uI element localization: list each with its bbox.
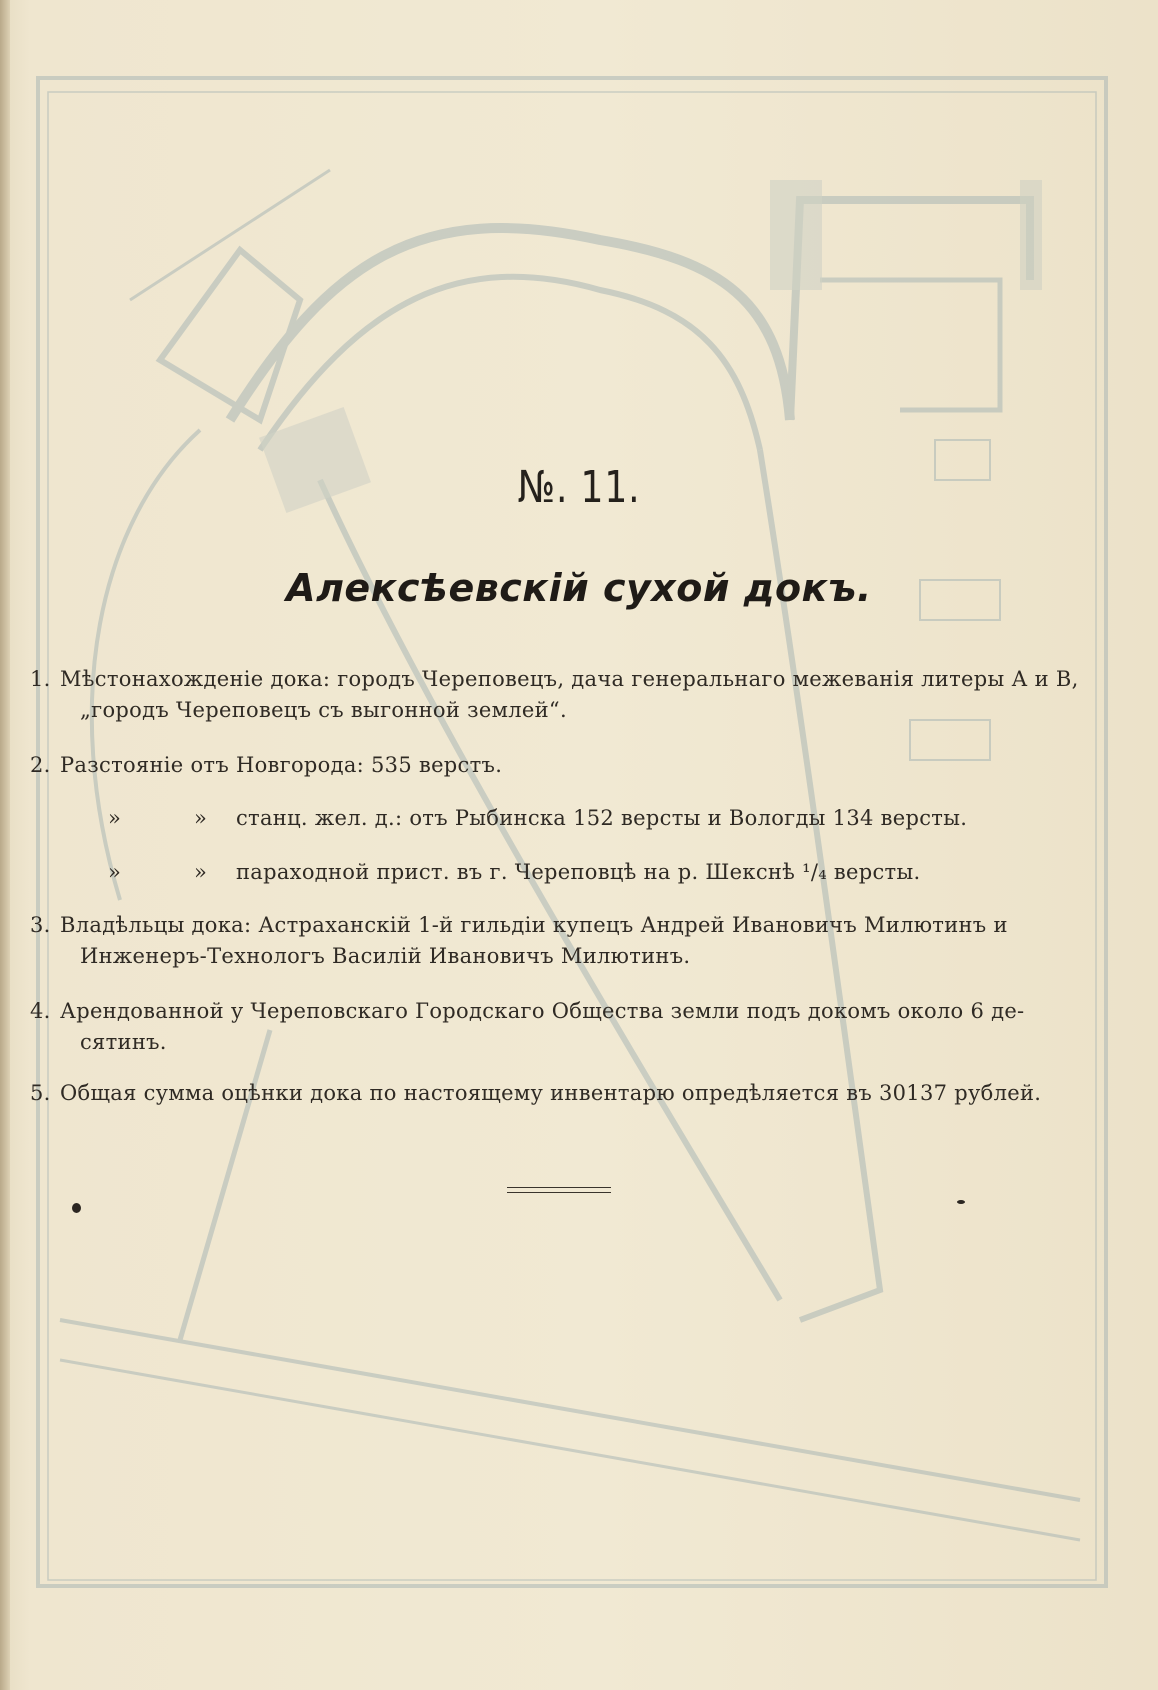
item-text: Арендованной у Череповскаго Городскаго Общества земли подъ докомъ около 6 де-	[60, 999, 1025, 1023]
item-number: 1.	[30, 667, 51, 691]
item-text: Общая сумма оцѣнки дока по настоящему инвентарю опредѣляется въ 30137 рублей.	[60, 1081, 1042, 1105]
list-item	[30, 996, 1090, 1058]
item-number: 4.	[30, 999, 51, 1023]
ditto-mark: »	[194, 806, 208, 830]
item-text: Разстояніе отъ Новгорода: 535 верстъ.	[60, 753, 503, 777]
item-text: Мѣстонахожденіе дока: городъ Череповецъ, дача генеральнаго межеванія литеры А и В,	[60, 667, 1079, 691]
item-text-continued: Инженеръ-Технологъ Василій Ивановичъ Милютинъ.	[80, 944, 691, 968]
document-title: Алексѣевскій сухой докъ.	[286, 566, 872, 610]
item-number: 3.	[30, 913, 51, 937]
document-number: №. 11.	[517, 462, 641, 513]
list-item	[30, 910, 1090, 972]
subitem-text: параходной прист. въ г. Череповцѣ на р. Шекснѣ ¹/₄ версты.	[236, 860, 921, 884]
list-subitem	[108, 803, 1088, 834]
item-text-continued: „городъ Череповецъ съ выгонной землей“.	[80, 698, 567, 722]
end-divider	[507, 1187, 611, 1193]
list-item	[30, 664, 1090, 726]
item-number: 5.	[30, 1081, 51, 1105]
subitem-text: станц. жел. д.: отъ Рыбинска 152 версты и Вологды 134 версты.	[236, 806, 968, 830]
list-item	[30, 750, 1090, 781]
ink-spot	[957, 1200, 965, 1204]
ditto-mark: »	[194, 860, 208, 884]
ink-spot	[72, 1203, 81, 1213]
list-item	[30, 1078, 1090, 1109]
item-text-continued: сятинъ.	[80, 1030, 167, 1054]
list-subitem	[108, 857, 1088, 888]
item-text: Владѣльцы дока: Астраханскій 1-й гильдіи купецъ Андрей Ивановичъ Милютинъ и	[60, 913, 1008, 937]
ditto-mark: »	[108, 806, 122, 830]
item-number: 2.	[30, 753, 51, 777]
ditto-mark: »	[108, 860, 122, 884]
